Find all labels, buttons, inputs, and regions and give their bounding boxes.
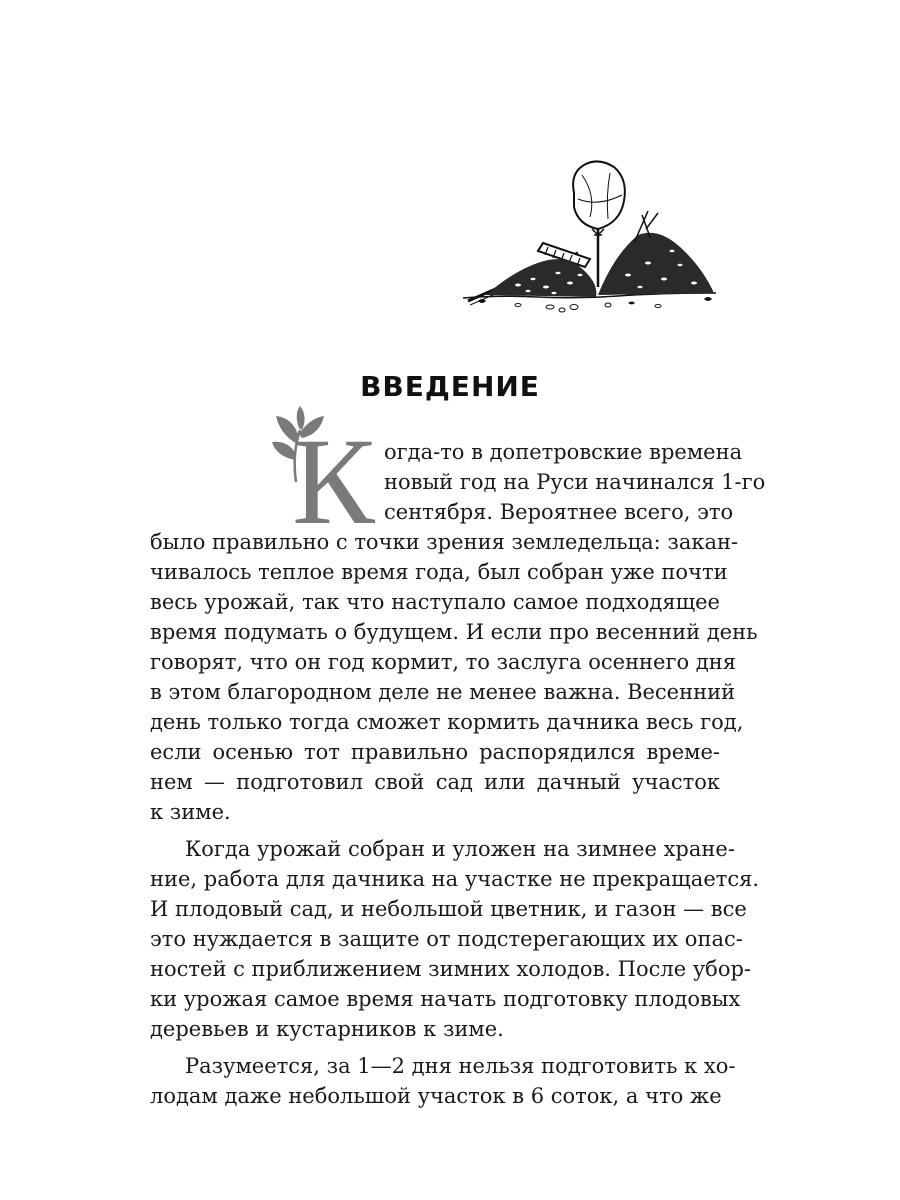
text-line: Разумеется, за 1—2 дня нельзя подготовить к хо- xyxy=(185,1054,736,1078)
drop-cap: К xyxy=(292,413,375,550)
text-line: чивалось теплое время года, был собран уже почти xyxy=(150,560,728,584)
text-line: ние, работа для дачника на участке не прекращается. xyxy=(150,867,760,891)
text-line: день только тогда сможет кормить дачника весь год, xyxy=(150,710,744,734)
text-line: время подумать о будущем. И если про весенний день xyxy=(150,620,758,644)
text-line: это нуждается в защите от подстерегающих их опас- xyxy=(150,927,743,951)
text-line: нем — подготовил свой сад или дачный участок xyxy=(150,770,720,794)
garden-illustration xyxy=(458,155,723,325)
text-line: говорят, что он год кормит, то заслуга осеннего дня xyxy=(150,650,736,674)
text-line: огда-то в допетровские времена xyxy=(384,440,743,464)
text-line: в этом благородном деле не менее важна. Весенний xyxy=(150,680,736,704)
text-line: было правильно с точки зрения земледельца: закан- xyxy=(150,530,739,554)
text-line: Когда урожай собран и уложен на зимнее хране- xyxy=(185,837,735,861)
text-line: весь урожай, так что наступало самое подходящее xyxy=(150,590,720,614)
text-line: если осенью тот правильно распорядился време- xyxy=(150,740,720,764)
text-line: лодам даже небольшой участок в 6 соток, а что же xyxy=(150,1084,722,1108)
text-line: сентября. Вероятнее всего, это xyxy=(384,500,734,524)
chapter-title: ВВЕДЕНИЕ xyxy=(360,370,540,403)
text-line: деревьев и кустарников к зиме. xyxy=(150,1017,504,1041)
text-line: И плодовый сад, и небольшой цветник, и газон — все xyxy=(150,897,747,921)
text-line: к зиме. xyxy=(150,800,231,824)
text-line: новый год на Руси начинался 1-го xyxy=(384,470,766,494)
text-line: ностей с приближением зимних холодов. После убор- xyxy=(150,957,752,981)
text-line: ки урожая самое время начать подготовку плодовых xyxy=(150,987,741,1011)
